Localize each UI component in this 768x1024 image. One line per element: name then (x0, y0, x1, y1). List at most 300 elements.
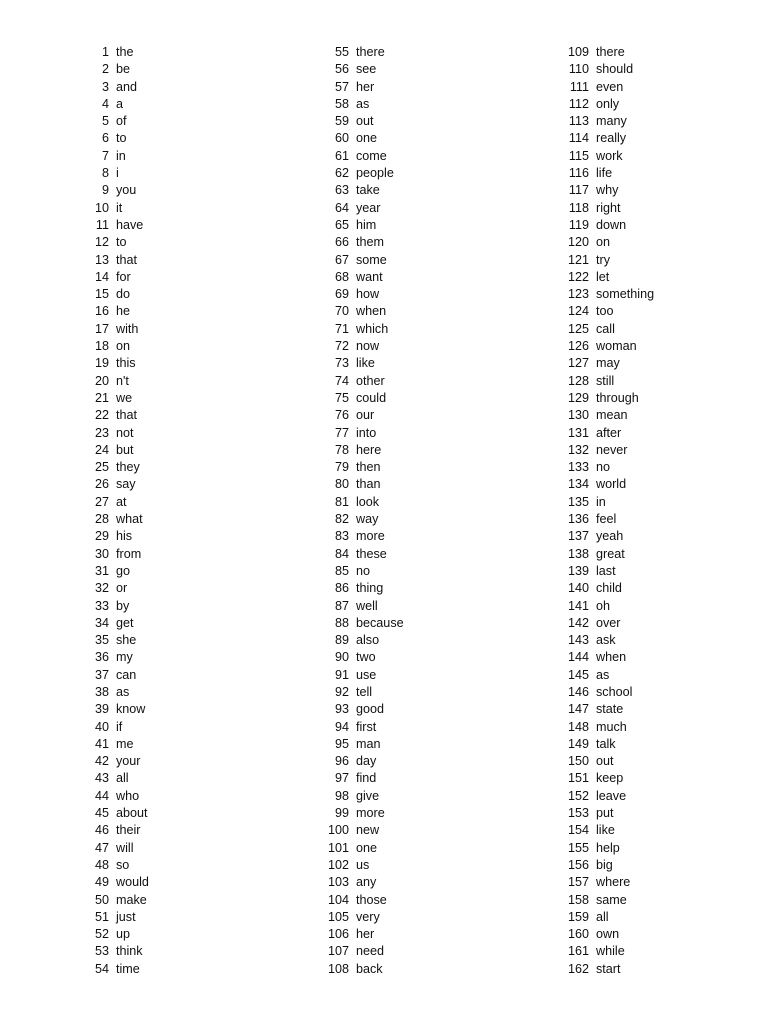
list-item (82, 857, 149, 874)
rank-number: 77 (334, 425, 349, 440)
word-text: mean (596, 408, 628, 423)
rank-number: 1 (101, 45, 109, 59)
rank-number: 109 (567, 45, 589, 59)
rank-number: 57 (334, 79, 349, 94)
rank-number: 37 (94, 667, 109, 682)
list-item (82, 753, 149, 770)
rank-number: 17 (94, 321, 109, 336)
word-text: one (356, 840, 378, 855)
list-item (322, 874, 404, 891)
rank-number: 89 (334, 633, 349, 648)
rank-number: 66 (334, 235, 349, 250)
rank-number: 71 (334, 321, 349, 336)
list-item (322, 165, 404, 182)
word-text: use (356, 667, 377, 682)
word-text: about (116, 806, 148, 821)
rank-number: 38 (94, 684, 109, 699)
word-text: all (116, 771, 129, 786)
rank-number: 148 (567, 719, 589, 734)
list-item (322, 822, 404, 839)
list-item (562, 528, 654, 545)
rank-number: 64 (334, 200, 349, 215)
rank-number: 88 (334, 615, 349, 630)
word-text: his (116, 529, 133, 544)
rank-number: 125 (567, 321, 589, 336)
list-item (322, 701, 404, 718)
list-item (82, 926, 149, 943)
word-text: big (596, 857, 613, 872)
rank-number: 11 (95, 217, 109, 232)
word-text: down (596, 217, 627, 232)
word-text: two (356, 650, 376, 665)
word-text: more (356, 806, 385, 821)
list-item (322, 736, 404, 753)
list-item (562, 459, 654, 476)
rank-number: 47 (94, 840, 109, 855)
rank-number: 50 (94, 892, 109, 907)
rank-number: 21 (94, 390, 109, 405)
list-item (82, 770, 149, 787)
rank-number: 139 (567, 563, 589, 578)
list-item (322, 632, 404, 649)
list-item (562, 684, 654, 701)
list-item (82, 476, 149, 493)
rank-number: 70 (334, 304, 349, 319)
rank-number: 92 (334, 684, 349, 699)
rank-number: 51 (94, 909, 109, 924)
word-text: say (116, 477, 136, 492)
word-text: on (116, 339, 131, 354)
word-text: so (116, 857, 130, 872)
list-item (562, 909, 654, 926)
rank-number: 100 (327, 823, 349, 838)
list-item (322, 770, 404, 787)
rank-number: 54 (94, 961, 109, 976)
word-text: in (596, 494, 606, 509)
list-item (562, 667, 654, 684)
word-text: tell (356, 684, 373, 699)
rank-number: 46 (94, 823, 109, 838)
rank-number: 27 (94, 494, 109, 509)
word-text: like (356, 356, 375, 371)
rank-number: 162 (567, 961, 589, 976)
word-text: new (356, 823, 380, 838)
word-text: find (356, 771, 377, 786)
rank-number: 16 (94, 304, 109, 319)
list-item (562, 200, 654, 217)
list-item (562, 874, 654, 891)
list-item (82, 632, 149, 649)
word-text: start (596, 961, 621, 976)
rank-number: 153 (567, 806, 589, 821)
word-text: could (356, 390, 387, 405)
word-text: there (356, 45, 385, 59)
word-text: at (116, 494, 127, 509)
list-item (82, 701, 149, 718)
list-item (562, 182, 654, 199)
word-text: that (116, 408, 138, 423)
word-text: state (596, 702, 624, 717)
rank-number: 160 (567, 927, 589, 942)
rank-number: 106 (327, 927, 349, 942)
rank-number: 118 (568, 200, 589, 215)
list-item (562, 303, 654, 320)
list-item (322, 892, 404, 909)
list-item (322, 113, 404, 130)
rank-number: 161 (567, 944, 589, 959)
rank-number: 131 (567, 425, 589, 440)
rank-number: 42 (94, 754, 109, 769)
list-item (322, 390, 404, 407)
list-item (82, 96, 149, 113)
word-text: give (356, 788, 380, 803)
rank-number: 49 (94, 875, 109, 890)
list-item (322, 130, 404, 147)
word-text: do (116, 287, 131, 302)
word-text: us (356, 857, 370, 872)
word-text: those (356, 892, 387, 907)
word-text: ask (596, 633, 616, 648)
list-item (82, 113, 149, 130)
list-item (562, 857, 654, 874)
word-text: n't (116, 373, 129, 388)
word-text: great (596, 546, 625, 561)
list-item (562, 338, 654, 355)
list-item (322, 303, 404, 320)
list-item (562, 355, 654, 372)
rank-number: 141 (567, 598, 589, 613)
word-text: last (596, 563, 616, 578)
rank-number: 116 (568, 166, 589, 181)
list-item (322, 79, 404, 96)
list-item (562, 476, 654, 493)
word-text: help (596, 840, 620, 855)
list-item (322, 684, 404, 701)
word-text: much (596, 719, 627, 734)
word-text: by (116, 598, 130, 613)
rank-number: 7 (101, 148, 109, 163)
word-text: here (356, 442, 382, 457)
rank-number: 29 (94, 529, 109, 544)
list-item (322, 598, 404, 615)
rank-number: 6 (101, 131, 109, 146)
list-item (562, 563, 654, 580)
word-text: any (356, 875, 377, 890)
word-text: oh (596, 598, 611, 613)
word-text: life (596, 166, 613, 181)
word-text: which (356, 321, 389, 336)
rank-number: 81 (334, 494, 349, 509)
list-item (82, 892, 149, 909)
rank-number: 48 (94, 857, 109, 872)
list-item (82, 822, 149, 839)
word-text: but (116, 442, 134, 457)
list-item (562, 788, 654, 805)
list-item (562, 390, 654, 407)
word-text: make (116, 892, 147, 907)
rank-number: 140 (567, 581, 589, 596)
list-item (322, 148, 404, 165)
rank-number: 52 (94, 927, 109, 942)
list-item (562, 252, 654, 269)
word-column-2 (322, 44, 404, 978)
list-item (562, 511, 654, 528)
list-item (82, 130, 149, 147)
word-text: way (356, 512, 379, 527)
list-item (82, 390, 149, 407)
word-text: other (356, 373, 385, 388)
list-item (82, 805, 149, 822)
list-item (562, 598, 654, 615)
rank-number: 78 (334, 442, 349, 457)
list-item (82, 407, 149, 424)
list-item (562, 892, 654, 909)
list-item (562, 321, 654, 338)
word-text: you (116, 183, 137, 198)
word-text: if (116, 719, 123, 734)
word-text: put (596, 806, 614, 821)
rank-number: 15 (94, 287, 109, 302)
word-text: your (116, 754, 141, 769)
rank-number: 138 (567, 546, 589, 561)
list-item (322, 788, 404, 805)
word-text: same (596, 892, 627, 907)
word-text: leave (596, 788, 627, 803)
rank-number: 105 (327, 909, 349, 924)
rank-number: 151 (567, 771, 589, 786)
word-text: out (596, 754, 614, 769)
list-item (322, 407, 404, 424)
rank-number: 108 (327, 961, 349, 976)
list-item (322, 200, 404, 217)
word-text: through (596, 390, 639, 405)
word-text: over (596, 615, 621, 630)
list-item (322, 217, 404, 234)
rank-number: 24 (94, 442, 109, 457)
rank-number: 80 (334, 477, 349, 492)
rank-number: 85 (334, 563, 349, 578)
rank-number: 55 (334, 45, 349, 59)
word-text: what (116, 512, 143, 527)
word-text: not (116, 425, 134, 440)
word-text: keep (596, 771, 624, 786)
word-text: as (116, 684, 130, 699)
word-text: talk (596, 736, 616, 751)
rank-number: 9 (101, 183, 109, 198)
list-item (322, 182, 404, 199)
rank-number: 63 (334, 183, 349, 198)
word-text: even (596, 79, 624, 94)
rank-number: 14 (94, 269, 109, 284)
word-text: woman (596, 339, 637, 354)
list-item (562, 580, 654, 597)
list-item (322, 926, 404, 943)
list-item (82, 234, 149, 251)
word-text: to (116, 131, 127, 146)
list-item (82, 200, 149, 217)
rank-number: 136 (567, 512, 589, 527)
word-text: need (356, 944, 385, 959)
rank-number: 156 (567, 857, 589, 872)
list-item (82, 494, 149, 511)
rank-number: 98 (334, 788, 349, 803)
list-item (322, 546, 404, 563)
rank-number: 112 (568, 96, 589, 111)
word-text: like (596, 823, 615, 838)
list-item (82, 459, 149, 476)
word-text: something (596, 287, 655, 302)
word-text: still (596, 373, 615, 388)
list-item (322, 338, 404, 355)
word-text: work (596, 148, 623, 163)
list-item (562, 269, 654, 286)
list-item (82, 909, 149, 926)
word-text: back (356, 961, 383, 976)
rank-number: 59 (334, 114, 349, 129)
list-item (82, 321, 149, 338)
word-text: these (356, 546, 387, 561)
list-item (82, 79, 149, 96)
rank-number: 23 (94, 425, 109, 440)
rank-number: 99 (334, 806, 349, 821)
rank-number: 127 (567, 356, 589, 371)
word-text: they (116, 460, 140, 475)
word-text: really (596, 131, 627, 146)
rank-number: 142 (567, 615, 589, 630)
rank-number: 73 (334, 356, 349, 371)
word-text: while (596, 944, 625, 959)
rank-number: 86 (334, 581, 349, 596)
rank-number: 26 (94, 477, 109, 492)
list-item (562, 113, 654, 130)
list-item (82, 165, 149, 182)
list-item (322, 425, 404, 442)
rank-number: 158 (567, 892, 589, 907)
list-item (322, 269, 404, 286)
word-text: school (596, 684, 633, 699)
word-text: may (596, 356, 620, 371)
word-text: should (596, 62, 634, 77)
list-item (562, 217, 654, 234)
rank-number: 137 (567, 529, 589, 544)
word-text: there (596, 45, 625, 59)
word-text: our (356, 408, 375, 423)
rank-number: 5 (101, 114, 109, 129)
list-item (322, 580, 404, 597)
rank-number: 134 (567, 477, 589, 492)
word-text: world (596, 477, 627, 492)
list-item (562, 494, 654, 511)
rank-number: 115 (568, 148, 589, 163)
rank-number: 90 (334, 650, 349, 665)
word-text: we (116, 390, 133, 405)
list-item (322, 61, 404, 78)
rank-number: 75 (334, 390, 349, 405)
word-text: when (596, 650, 627, 665)
list-item (322, 961, 404, 978)
list-item (562, 148, 654, 165)
list-item (322, 442, 404, 459)
rank-number: 123 (567, 287, 589, 302)
rank-number: 34 (94, 615, 109, 630)
word-text: then (356, 460, 381, 475)
list-item (562, 632, 654, 649)
rank-number: 39 (94, 702, 109, 717)
list-item (322, 667, 404, 684)
word-text: all (596, 909, 609, 924)
word-text: want (356, 269, 383, 284)
list-item (562, 286, 654, 303)
rank-number: 149 (567, 736, 589, 751)
rank-number: 22 (94, 408, 109, 423)
list-item (322, 753, 404, 770)
word-text: first (356, 719, 377, 734)
word-text: have (116, 217, 144, 232)
word-text: will (116, 840, 134, 855)
rank-number: 124 (567, 304, 589, 319)
word-text: why (596, 183, 619, 198)
rank-number: 143 (567, 633, 589, 648)
list-item (322, 494, 404, 511)
rank-number: 20 (94, 373, 109, 388)
rank-number: 82 (334, 512, 349, 527)
word-text: with (116, 321, 139, 336)
rank-number: 147 (567, 702, 589, 717)
rank-number: 83 (334, 529, 349, 544)
list-item (82, 425, 149, 442)
rank-number: 53 (94, 944, 109, 959)
list-item (322, 355, 404, 372)
list-item (562, 770, 654, 787)
list-item (322, 563, 404, 580)
list-item (82, 148, 149, 165)
list-item (562, 701, 654, 718)
list-item (562, 736, 654, 753)
rank-number: 19 (94, 356, 109, 371)
rank-number: 159 (567, 909, 589, 924)
list-item (322, 615, 404, 632)
word-text: know (116, 702, 146, 717)
rank-number: 96 (334, 754, 349, 769)
word-text: very (356, 909, 380, 924)
list-item (322, 286, 404, 303)
word-text: go (116, 563, 131, 578)
rank-number: 74 (334, 373, 349, 388)
rank-number: 33 (94, 598, 109, 613)
word-text: as (356, 96, 370, 111)
list-item (322, 459, 404, 476)
list-item (322, 96, 404, 113)
word-text: he (116, 304, 131, 319)
rank-number: 104 (327, 892, 349, 907)
rank-number: 97 (334, 771, 349, 786)
word-text: the (116, 45, 134, 59)
list-item (562, 840, 654, 857)
word-text: this (116, 356, 136, 371)
list-item (562, 165, 654, 182)
list-item (82, 684, 149, 701)
rank-number: 67 (334, 252, 349, 267)
list-item (562, 649, 654, 666)
list-item (562, 961, 654, 978)
list-item (82, 649, 149, 666)
word-text: him (356, 217, 377, 232)
rank-number: 65 (334, 217, 349, 232)
word-text: up (116, 927, 131, 942)
rank-number: 72 (334, 339, 349, 354)
word-text: come (356, 148, 387, 163)
list-item (562, 926, 654, 943)
